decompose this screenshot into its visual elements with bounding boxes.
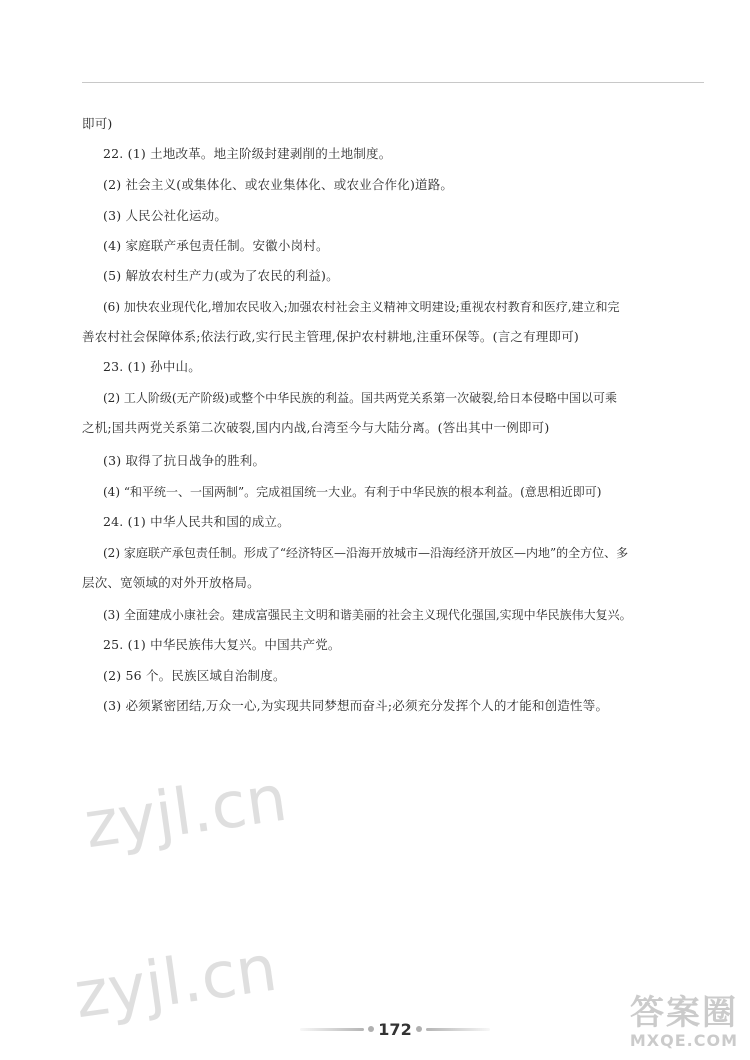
text-line: 24. (1) 中华人民共和国的成立。 bbox=[103, 514, 290, 529]
watermark-logo-url: MXQE.COM bbox=[629, 1031, 738, 1050]
watermark-logo-title: 答案圈 bbox=[630, 993, 738, 1033]
text-line: (4) “和平统一、一国两制”。完成祖国统一大业。有利于中华民族的根本利益。(意思相近即可) bbox=[103, 485, 602, 499]
footer-ornament-right bbox=[426, 1028, 490, 1031]
watermark-logo bbox=[568, 994, 738, 1054]
text-line: (3) 必须紧密团结,万众一心,为实现共同梦想而奋斗;必须充分发挥个人的才能和创造性等。 bbox=[103, 698, 609, 713]
text-line: (6) 加快农业现代化,增加农民收入;加强农村社会主义精神文明建设;重视农村教育和医疗,建立和完 bbox=[103, 300, 620, 314]
text-line: (3) 取得了抗日战争的胜利。 bbox=[103, 453, 266, 468]
footer-ornament-left bbox=[300, 1028, 364, 1031]
text-line: 23. (1) 孙中山。 bbox=[103, 359, 201, 374]
watermark-text: zyjl.cn bbox=[70, 931, 282, 1034]
footer-dot-left bbox=[368, 1026, 374, 1032]
text-line: 即可) bbox=[82, 116, 113, 131]
text-line: 层次、宽领域的对外开放格局。 bbox=[82, 575, 260, 590]
text-line: 25. (1) 中华民族伟大复兴。中国共产党。 bbox=[103, 637, 341, 652]
text-line: (3) 全面建成小康社会。建成富强民主文明和谐美丽的社会主义现代化强国,实现中华民族伟大复兴。 bbox=[103, 608, 632, 622]
text-line: (2) 工人阶级(无产阶级)或整个中华民族的利益。国共两党关系第一次破裂,给日本侵略中国以可乘 bbox=[103, 391, 617, 405]
text-line: (4) 家庭联产承包责任制。安徽小岗村。 bbox=[103, 238, 329, 253]
footer-dot-right bbox=[416, 1026, 422, 1032]
text-line: (2) 56 个。民族区域自治制度。 bbox=[103, 668, 286, 683]
text-line: (2) 社会主义(或集体化、或农业集体化、或农业合作化)道路。 bbox=[103, 177, 454, 192]
text-line: 之机;国共两党关系第二次破裂,国内内战,台湾至今与大陆分离。(答出其中一例即可) bbox=[82, 420, 550, 435]
page-footer bbox=[300, 1018, 490, 1042]
text-line: (2) 家庭联产承包责任制。形成了“经济特区—沿海开放城市—沿海经济开放区—内地”的全方位、多 bbox=[103, 546, 629, 560]
text-line: (5) 解放农村生产力(或为了农民的利益)。 bbox=[103, 268, 339, 283]
page-number: 172 bbox=[378, 1020, 412, 1039]
text-line: 22. (1) 土地改革。地主阶级封建剥削的土地制度。 bbox=[103, 146, 392, 161]
text-line: (3) 人民公社化运动。 bbox=[103, 208, 228, 223]
watermark-text: zyjl.cn bbox=[80, 761, 292, 864]
text-line: 善农村社会保障体系;依法行政,实行民主管理,保护农村耕地,注重环保等。(言之有理即可) bbox=[82, 329, 579, 344]
